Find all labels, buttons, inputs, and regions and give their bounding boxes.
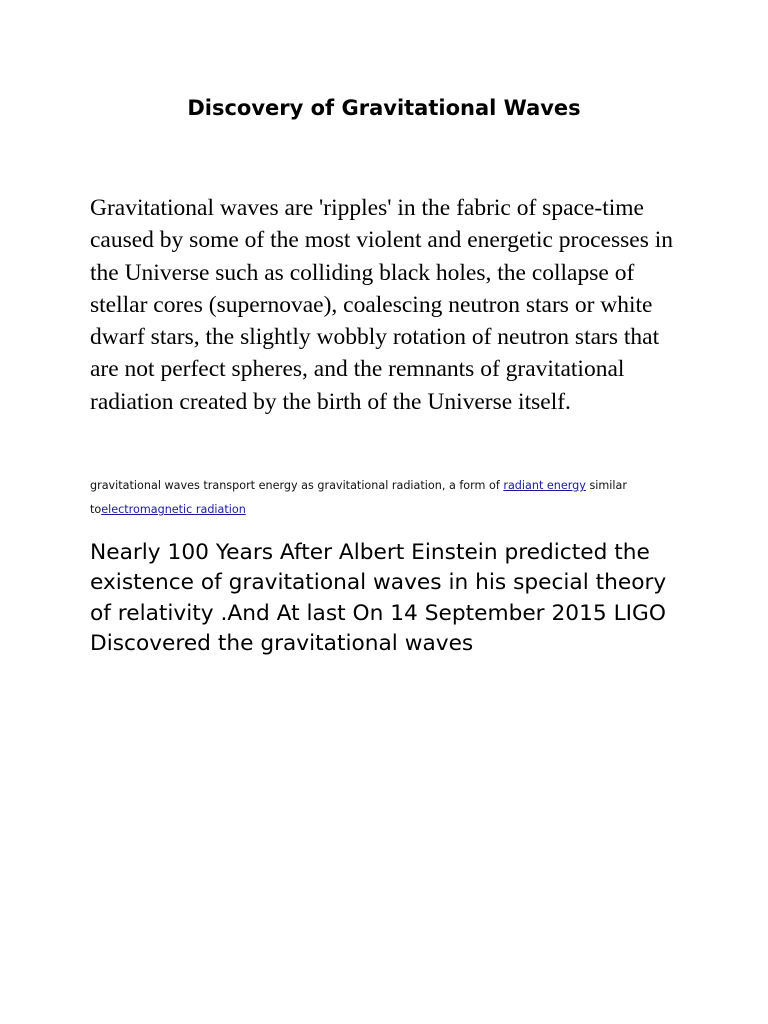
document-title: Discovery of Gravitational Waves — [187, 96, 581, 120]
electromagnetic-radiation-link[interactable]: electromagnetic radiation — [101, 503, 246, 516]
discovery-paragraph: Nearly 100 Years After Albert Einstein predicted the existence of gravitational waves in his special theory of relativity .And At last On 14 September 2015 LIGO Discovered the gravitational waves — [90, 540, 667, 656]
note-text-between: similar to — [90, 479, 627, 516]
note-paragraph — [90, 474, 690, 522]
intro-paragraph: Gravitational waves are 'ripples' in the fabric of space-time caused by some of the most violent and energetic processes in the Universe such as colliding black holes, the collapse of stellar cores (supernovae), coalescing neutron stars or white dwarf stars, the slightly wobbly rotation of neutron stars that are not perfect spheres, and the remnants of gravitational radiation created by the birth of the Universe itself. — [90, 195, 673, 415]
radiant-energy-link[interactable]: radiant energy — [503, 479, 586, 492]
note-text-before: gravitational waves transport energy as gravitational radiation, a form of — [90, 479, 504, 492]
